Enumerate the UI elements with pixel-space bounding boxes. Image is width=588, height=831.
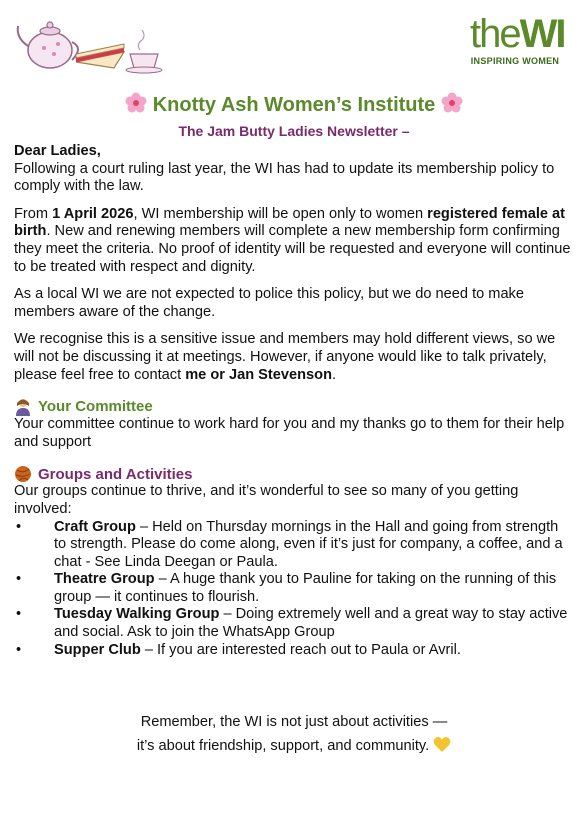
groups-list: [14, 519, 574, 660]
effective-date: 1 April 2026: [52, 205, 134, 222]
flower-icon: [125, 92, 147, 114]
bullet: •: [16, 571, 22, 588]
membership-criterion: registered female at birth: [14, 205, 566, 240]
closing-line-2: it’s about friendship, support, and community.: [136, 738, 430, 754]
list-item: [14, 519, 574, 572]
text: . New and renewing members will complete a new membership form confirming they meet the criteria. No proof of identity will be requested and everyone will continue to be treated with respect and dignity.: [14, 223, 571, 275]
groups-heading: [14, 465, 574, 483]
closing-line-2-wrap: [0, 734, 588, 758]
text: We recognise this is a sensitive issue and members may hold different views, so we will not be discussing it at meetings. However, if anyone would like to talk privately, please feel free to contact: [14, 331, 556, 383]
list-item: [14, 606, 574, 641]
title-text: Knotty Ash Women’s Institute: [152, 94, 436, 116]
logo-wi: WI: [519, 12, 565, 56]
committee-text: Your committee continue to work hard for you and my thanks go to them for their help and support: [14, 416, 565, 450]
wi-logo: [470, 12, 565, 66]
header: [0, 0, 588, 80]
group-name: Tuesday Walking Group: [54, 606, 220, 623]
logo-the: the: [470, 12, 520, 56]
contact-names: me or Jan Stevenson: [185, 366, 332, 383]
committee-heading-text: Your Committee: [38, 398, 153, 416]
bullet: •: [16, 606, 22, 623]
policy-paragraph: As a local WI we are not expected to police this policy, but we do need to make members aware of the change.: [14, 286, 524, 320]
bullet: •: [16, 641, 22, 658]
heart-icon: [433, 736, 451, 753]
closing-message: [0, 710, 588, 758]
group-desc: – If you are interested reach out to Paula or Avril.: [140, 641, 461, 658]
page-title: [0, 92, 588, 117]
flower-icon: [441, 92, 463, 114]
contact-paragraph: [14, 331, 574, 384]
intro-paragraph: Following a court ruling last year, the WI has had to update its membership policy to comply with the law.: [14, 160, 555, 195]
group-desc: – Doing extremely well and a great way to stay active and social. Ask to join the WhatsApp Group: [54, 606, 568, 641]
membership-paragraph: [14, 206, 574, 276]
greeting: Dear Ladies,: [14, 143, 101, 159]
logo-tagline: INSPIRING WOMEN: [470, 56, 560, 66]
teaset-illustration-icon: [14, 12, 164, 74]
group-desc: – Held on Thursday mornings in the Hall and going from strength to strength. Please do come along, even if it’s just for company, a coffee, and a chat - See Linda Deegan or Paula.: [54, 518, 563, 570]
newsletter-body: [14, 143, 574, 659]
group-name: Craft Group: [54, 518, 136, 535]
yarn-ball-icon: [14, 465, 32, 483]
list-item: [14, 571, 574, 606]
text: , WI membership will be open only to women: [133, 205, 428, 222]
text: .: [332, 366, 337, 383]
groups-intro: Our groups continue to thrive, and it’s wonderful to see so many of you getting involved:: [14, 483, 519, 517]
list-item: [14, 642, 574, 660]
bullet: •: [16, 518, 22, 535]
text: From: [14, 205, 53, 222]
group-name: Theatre Group: [54, 571, 155, 588]
group-name: Supper Club: [54, 641, 141, 658]
newsletter-subtitle: The Jam Butty Ladies Newsletter –: [178, 123, 410, 139]
closing-line-1: Remember, the WI is not just about activities —: [140, 714, 448, 730]
group-desc: – A huge thank you to Pauline for taking on the running of this group — it continues to flourish.: [54, 571, 557, 605]
person-icon: [14, 398, 32, 416]
committee-heading: [14, 398, 574, 416]
groups-heading-text: Groups and Activities: [38, 465, 193, 483]
